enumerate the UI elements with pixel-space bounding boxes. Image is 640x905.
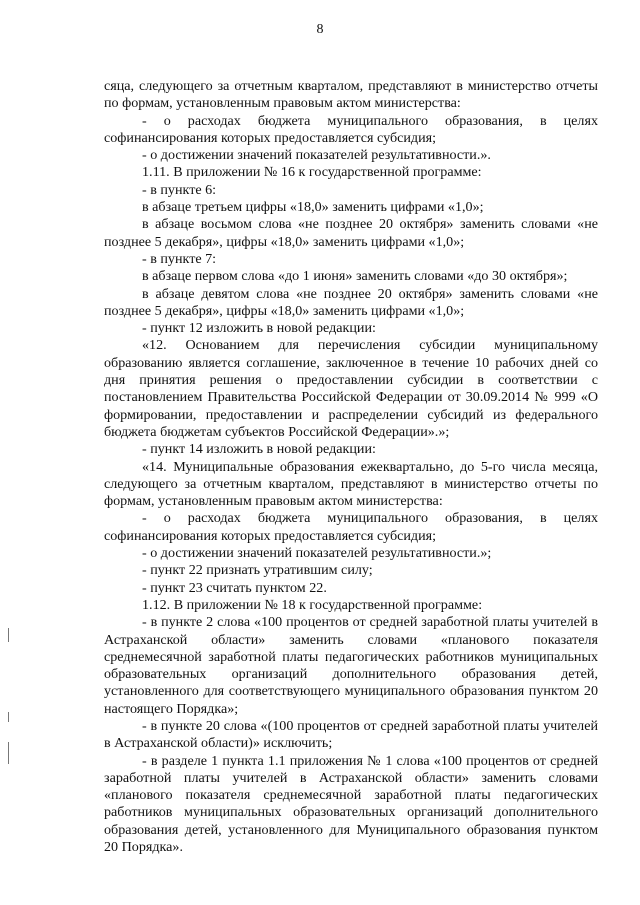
paragraph: - в пункте 2 слова «100 процентов от средней заработной платы учителей в Астраханской области» заменить словами «планового показателя среднемесячной заработной платы педагогических работников муниципальных образовательных организаций дополнительного образования детей, установленного для соответствующего муниципального образования пунктом 20 настоящего Порядка»; <box>104 614 598 717</box>
paragraph: - о достижении значений показателей результативности.». <box>142 147 491 164</box>
paragraph: - в пункте 7: <box>142 250 217 267</box>
paragraph: в абзаце третьем цифры «18,0» заменить цифрами «1,0»; <box>142 199 484 216</box>
scan-margin-mark <box>8 628 9 642</box>
paragraph: - пункт 22 признать утратившим силу; <box>142 562 373 579</box>
page-number: 8 <box>316 22 324 37</box>
scan-margin-mark <box>8 712 9 722</box>
paragraph: - в пункте 6: <box>142 181 217 198</box>
paragraph: «12. Основанием для перечисления субсидии муниципальному образованию является соглашение, заключенное в течение 10 рабочих дней со дня принятия решения о предоставлении субсидии в соответствии с постановлением Правительства Российской Федерации от 30.09.2014 № 999 «О формировании, предоставлении и распределении субсидий из федерального бюджета бюджетам субъектов Российской Федерации».»; <box>104 337 598 440</box>
scan-margin-mark <box>8 742 9 764</box>
paragraph: «14. Муниципальные образования ежеквартально, до 5-го числа месяца, следующего за отчетным кварталом, представляют в министерство отчеты по формам, установленным правовым актом министерства: <box>104 458 598 510</box>
paragraph: в абзаце девятом слова «не позднее 20 октября» заменить словами «не позднее 5 декабря», цифры «18,0» заменить цифрами «1,0»; <box>104 285 598 319</box>
paragraph: 1.12. В приложении № 18 к государственной программе: <box>142 596 483 613</box>
paragraph: в абзаце восьмом слова «не позднее 20 октября» заменить словами «не позднее 5 декабря», цифры «18,0» заменить цифрами «1,0»; <box>104 216 598 250</box>
paragraph: - пункт 14 изложить в новой редакции: <box>142 441 376 458</box>
paragraph: сяца, следующего за отчетным кварталом, представляют в министерство отчеты по формам, установленным правовым актом министерства: <box>104 78 598 112</box>
paragraph: - о достижении значений показателей результативности.»; <box>142 545 492 562</box>
paragraph: - пункт 12 изложить в новой редакции: <box>142 320 376 337</box>
paragraph: в абзаце первом слова «до 1 июня» заменить словами «до 30 октября»; <box>142 268 568 285</box>
paragraph: 1.11. В приложении № 16 к государственной программе: <box>142 164 482 181</box>
paragraph: - о расходах бюджета муниципального образования, в целях софинансирования которых предоставляется субсидия; <box>104 510 598 544</box>
paragraph: - в пункте 20 слова «(100 процентов от средней заработной платы учителей в Астраханской области)» исключить; <box>104 717 598 752</box>
paragraph: - о расходах бюджета муниципального образования, в целях софинансирования которых предоставляется субсидия; <box>104 112 598 146</box>
document-body <box>104 78 598 856</box>
paragraph: - пункт 23 считать пунктом 22. <box>142 579 327 596</box>
paragraph: - в разделе 1 пункта 1.1 приложения № 1 слова «100 процентов от средней заработной платы учителей в Астраханской области» заменить словами «планового показателя среднемесячной заработной платы педагогических работников муниципальных образовательных организаций дополнительного образования детей, установленного для Муниципального образования пунктом 20 Порядка». <box>104 752 598 856</box>
